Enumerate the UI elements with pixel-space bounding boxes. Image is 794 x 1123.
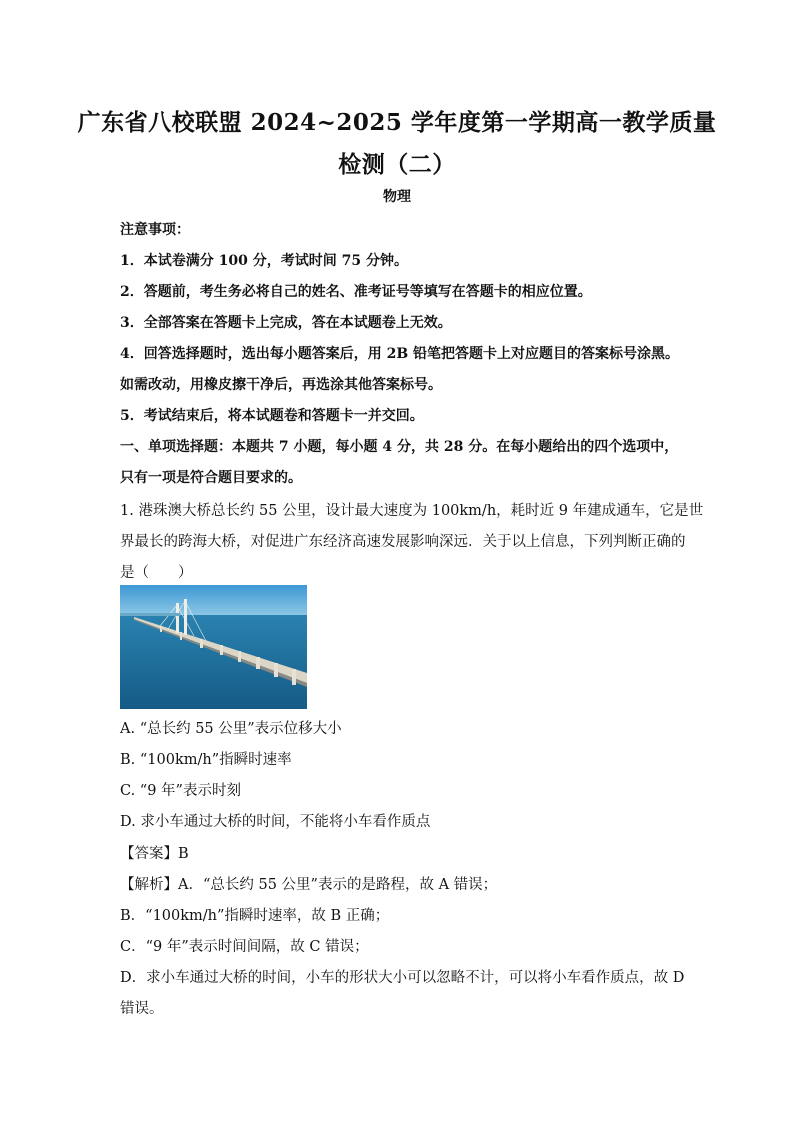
note-item: 3．全部答案在答题卡上完成，答在本试题卷上无效。 <box>120 315 452 331</box>
option-c: C. “9 年”表示时刻 <box>120 783 241 799</box>
analysis-line: 【解析】A．“总长约 55 公里”表示的是路程，故 A 错误； <box>120 877 498 893</box>
analysis-line: C．“9 年”表示时间间隔，故 C 错误； <box>120 939 369 955</box>
question-stem: 1. 港珠澳大桥总长约 55 公里，设计最大速度为 100km/h，耗时近 9 年建成通车，它是世 <box>120 503 704 519</box>
note-item: 4．回答选择题时，选出每小题答案后，用 2B 铅笔把答题卡上对应题目的答案标号涂黑。 <box>120 346 680 362</box>
analysis-line: 错误。 <box>120 1001 164 1017</box>
section-heading-line2: 只有一项是符合题目要求的。 <box>120 470 302 486</box>
exam-title-line1: 广东省八校联盟 2024~2025 学年度第一学期高一教学质量 <box>77 109 717 136</box>
note-item: 1．本试卷满分 100 分，考试时间 75 分钟。 <box>120 253 408 269</box>
note-item: 5．考试结束后，将本试题卷和答题卡一并交回。 <box>120 408 424 424</box>
note-item: 如需改动，用橡皮擦干净后，再选涂其他答案标号。 <box>120 377 442 393</box>
option-a: A. “总长约 55 公里”表示位移大小 <box>120 721 342 737</box>
option-d: D. 求小车通过大桥的时间，不能将小车看作质点 <box>120 814 431 830</box>
note-item: 2．答题前，考生务必将自己的姓名、准考证号等填写在答题卡的相应位置。 <box>120 284 592 300</box>
analysis-line: D．求小车通过大桥的时间，小车的形状大小可以忽略不计，可以将小车看作质点，故 D <box>120 970 685 986</box>
section-heading-line1: 一、单项选择题：本题共 7 小题，每小题 4 分，共 28 分。在每小题给出的四个选项中， <box>120 439 679 455</box>
question-stem: 是（ ） <box>120 565 193 581</box>
option-b: B. “100km/h”指瞬时速率 <box>120 752 292 768</box>
subject-label: 物理 <box>383 189 411 205</box>
notes-heading: 注意事项： <box>120 222 190 238</box>
answer-label: 【答案】B <box>120 846 189 862</box>
exam-title-line2: 检测（二） <box>338 151 456 178</box>
analysis-line: B．“100km/h”指瞬时速率，故 B 正确； <box>120 908 390 924</box>
bridge-photo <box>120 585 307 709</box>
question-stem: 界最长的跨海大桥，对促进广东经济高速发展影响深远．关于以上信息，下列判断正确的 <box>120 534 686 550</box>
